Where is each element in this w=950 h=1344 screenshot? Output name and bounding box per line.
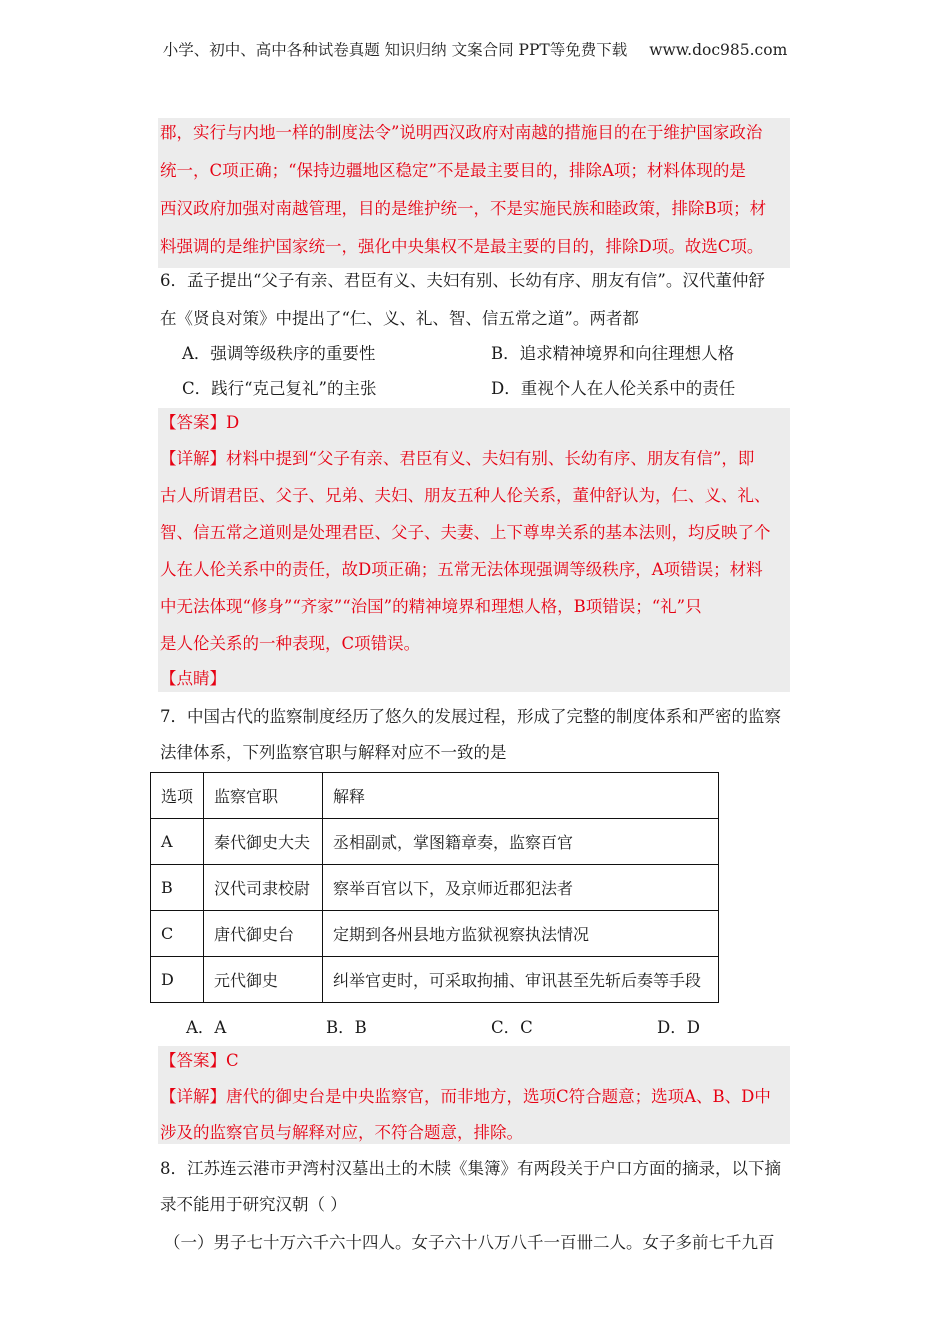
q6-stem-line: 6．孟子提出“父子有亲、君臣有义、夫妇有别、长幼有序、朋友有信”。汉代董仲舒 bbox=[160, 271, 765, 290]
table-cell: 纠举官吏时，可采取拘捕、审讯甚至先斩后奏等手段 bbox=[323, 957, 719, 1003]
q6-option-c[interactable]: C．践行“克己复礼”的主张 bbox=[182, 379, 377, 398]
q6-option-d[interactable]: D．重视个人在人伦关系中的责任 bbox=[491, 379, 736, 398]
header-url[interactable]: www.doc985.com bbox=[649, 41, 788, 59]
q7-explanation-line: 【详解】唐代的御史台是中央监察官，而非地方，选项C符合题意；选项A、B、D中 bbox=[160, 1087, 771, 1106]
q7-option-a[interactable]: A．A bbox=[186, 1018, 227, 1037]
table-cell: A bbox=[151, 819, 204, 865]
q7-option-c[interactable]: C．C bbox=[491, 1018, 533, 1037]
q7-explanation-line: 涉及的监察官员与解释对应，不符合题意，排除。 bbox=[160, 1123, 523, 1142]
q6-note: 【点睛】 bbox=[160, 669, 226, 688]
table-row bbox=[151, 819, 719, 865]
q6-explanation-line: 中无法体现“修身”“齐家”“治国”的精神境界和理想人格，B项错误；“礼”只 bbox=[160, 597, 702, 616]
table-header-cell: 监察官职 bbox=[204, 773, 323, 819]
table-cell: 唐代御史台 bbox=[204, 911, 323, 957]
table-cell: 汉代司隶校尉 bbox=[204, 865, 323, 911]
table-header-cell: 选项 bbox=[151, 773, 204, 819]
q7-option-b[interactable]: B．B bbox=[326, 1018, 367, 1037]
table-row bbox=[151, 957, 719, 1003]
q8-stem-line: 8．江苏连云港市尹湾村汉墓出土的木牍《集簿》有两段关于户口方面的摘录，以下摘 bbox=[160, 1159, 781, 1178]
q7-table bbox=[150, 772, 719, 1003]
q6-explanation-line: 【详解】材料中提到“父子有亲、君臣有义、夫妇有别、长幼有序、朋友有信”，即 bbox=[160, 449, 755, 468]
table-header-cell: 解释 bbox=[323, 773, 719, 819]
page-header bbox=[0, 38, 950, 60]
q6-explanation-line: 智、信五常之道则是处理君臣、父子、夫妻、上下尊卑关系的基本法则，均反映了个 bbox=[160, 523, 771, 542]
q5-explanation-line: 统一，C项正确；“保持边疆地区稳定”不是最主要目的，排除A项；材料体现的是 bbox=[160, 161, 746, 180]
q6-answer: 【答案】D bbox=[160, 413, 240, 432]
table-cell: C bbox=[151, 911, 204, 957]
header-text: 小学、初中、高中各种试卷真题 知识归纳 文案合同 PPT等免费下载 bbox=[162, 41, 628, 59]
table-cell: 元代御史 bbox=[204, 957, 323, 1003]
table-row bbox=[151, 911, 719, 957]
q5-explanation-line: 料强调的是维护国家统一，强化中央集权不是最主要的目的，排除D项。故选C项。 bbox=[160, 237, 764, 256]
q7-stem-line: 法律体系，下列监察官职与解释对应不一致的是 bbox=[160, 743, 507, 762]
q8-stem-line: 录不能用于研究汉朝（ ） bbox=[160, 1195, 347, 1214]
table-cell: B bbox=[151, 865, 204, 911]
q6-explanation-line: 古人所谓君臣、父子、兄弟、夫妇、朋友五种人伦关系，董仲舒认为，仁、义、礼、 bbox=[160, 486, 771, 505]
q6-explanation-line: 人在人伦关系中的责任，故D项正确；五常无法体现强调等级秩序，A项错误；材料 bbox=[160, 560, 763, 579]
q7-stem-line: 7．中国古代的监察制度经历了悠久的发展过程，形成了完整的制度体系和严密的监察 bbox=[160, 707, 781, 726]
table-header-row bbox=[151, 773, 719, 819]
q6-stem-line: 在《贤良对策》中提出了“仁、义、礼、智、信五常之道”。两者都 bbox=[160, 309, 639, 328]
q5-explanation-line: 郡，实行与内地一样的制度法令”说明西汉政府对南越的措施目的在于维护国家政治 bbox=[160, 123, 763, 142]
q8-excerpt-line: （一）男子七十万六千六十四人。女子六十八万八千一百卌二人。女子多前七千九百 bbox=[164, 1233, 775, 1252]
table-cell: 察举百官以下，及京师近郡犯法者 bbox=[323, 865, 719, 911]
table-cell: 丞相副贰，掌图籍章奏，监察百官 bbox=[323, 819, 719, 865]
q6-option-a[interactable]: A．强调等级秩序的重要性 bbox=[182, 344, 376, 363]
table-cell: 秦代御史大夫 bbox=[204, 819, 323, 865]
q7-option-d[interactable]: D．D bbox=[657, 1018, 700, 1037]
q6-option-b[interactable]: B．追求精神境界和向往理想人格 bbox=[491, 344, 735, 363]
q7-answer: 【答案】C bbox=[160, 1051, 239, 1070]
q5-explanation-line: 西汉政府加强对南越管理，目的是维护统一，不是实施民族和睦政策，排除B项；材 bbox=[160, 199, 767, 218]
table-cell: D bbox=[151, 957, 204, 1003]
table-row bbox=[151, 865, 719, 911]
q6-explanation-line: 是人伦关系的一种表现，C项错误。 bbox=[160, 634, 421, 653]
table-cell: 定期到各州县地方监狱视察执法情况 bbox=[323, 911, 719, 957]
